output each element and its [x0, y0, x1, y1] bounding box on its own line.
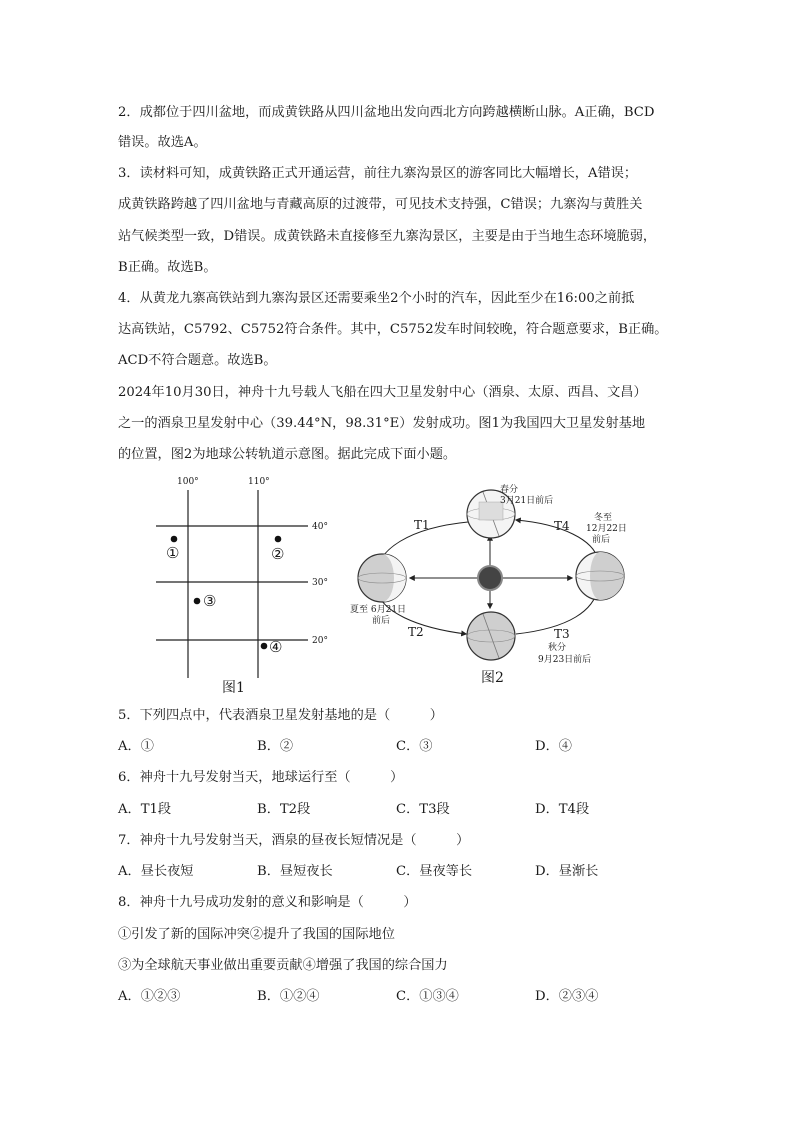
figure-1-grid-map	[150, 470, 340, 700]
paragraph-line: 成黄铁路跨越了四川盆地与青藏高原的过渡带，可见技术支持强，C错误；九寨沟与黄胜关	[118, 197, 643, 212]
longitude-label: 100°	[177, 477, 199, 487]
site-label-3: ③	[203, 592, 217, 610]
option-d[interactable]: D．④	[535, 739, 572, 754]
paragraph-line: 4．从黄龙九寨高铁站到九寨沟景区还需要乘坐2个小时的汽车，因此至少在16:00之前抵	[118, 291, 635, 306]
site-label-1: ①	[166, 544, 180, 562]
autumn-label: 秋分	[548, 643, 567, 653]
paragraph-line: 站气候类型一致，D错误。成黄铁路未直接修至九寨沟景区，主要是由于当地生态环境脆弱，	[118, 229, 657, 244]
option-c[interactable]: C．①③④	[396, 989, 459, 1004]
figure-2-caption: 图2	[481, 670, 504, 686]
summer-label: 夏至 6月21日	[350, 605, 407, 615]
site-label-2: ②	[271, 545, 285, 563]
orbit-label-t2: T2	[408, 625, 424, 639]
option-a[interactable]: A．①	[118, 739, 154, 754]
spring-label: 春分	[500, 485, 519, 495]
winter-label: 前后	[592, 535, 611, 545]
option-d[interactable]: D．②③④	[535, 989, 599, 1004]
option-a[interactable]: A．T1段	[118, 802, 172, 817]
paragraph-line: 错误。故选A。	[118, 135, 207, 150]
earth-autumn	[467, 612, 515, 660]
option-b[interactable]: B．昼短夜长	[257, 864, 333, 879]
option-c[interactable]: C．昼夜等长	[396, 864, 473, 879]
paragraph-line: 之一的酒泉卫星发射中心（39.44°N，98.31°E）发射成功。图1为我国四大卫星发射基地	[118, 416, 646, 431]
question-8-stem: 8．神舟十九号成功发射的意义和影响是（ ）	[118, 895, 417, 910]
question-5-stem: 5．下列四点中，代表酒泉卫星发射基地的是（ ）	[118, 708, 443, 723]
site-marker-1	[171, 536, 178, 543]
figure-1-caption: 图1	[222, 680, 245, 696]
option-c[interactable]: C．③	[396, 739, 433, 754]
orbit-label-t3: T3	[554, 627, 570, 641]
orbit-label-t4: T4	[554, 519, 570, 533]
winter-date: 12月22日	[586, 524, 627, 534]
question-8-statements: ①引发了新的国际冲突②提升了我国的国际地位	[118, 927, 395, 942]
option-b[interactable]: B．①②④	[257, 989, 320, 1004]
summer-label: 前后	[372, 616, 391, 626]
option-d[interactable]: D．T4段	[535, 802, 590, 817]
earth-winter	[576, 552, 624, 600]
option-b[interactable]: B．T2段	[257, 802, 311, 817]
spring-date: 3月21日前后	[500, 496, 554, 506]
option-d[interactable]: D．昼渐长	[535, 864, 599, 879]
site-marker-3	[194, 598, 201, 605]
sun	[478, 566, 502, 590]
paragraph-line: 3．读材料可知，成黄铁路正式开通运营，前往九寨沟景区的游客同比大幅增长，A错误；	[118, 166, 638, 181]
paragraph-line: 2024年10月30日，神舟十九号载人飞船在四大卫星发射中心（酒泉、太原、西昌、文昌）	[118, 385, 647, 400]
option-a[interactable]: A．①②③	[118, 989, 181, 1004]
question-8-statements: ③为全球航天事业做出重要贡献④增强了我国的综合国力	[118, 958, 448, 973]
option-c[interactable]: C．T3段	[396, 802, 450, 817]
figure-2-orbit-diagram	[348, 472, 638, 686]
autumn-date: 9月23日前后	[538, 655, 592, 665]
longitude-label: 110°	[248, 477, 270, 487]
question-6-stem: 6．神舟十九号发射当天，地球运行至（ ）	[118, 770, 404, 785]
paragraph-line: 的位置，图2为地球公转轨道示意图。据此完成下面小题。	[118, 447, 457, 462]
paragraph-line: 达高铁站，C5792、C5752符合条件。其中，C5752发车时间较晚，符合题意要求，B正确。	[118, 322, 668, 337]
earth-summer	[358, 554, 406, 602]
latitude-label: 20°	[312, 636, 328, 646]
paragraph-line: B正确。故选B。	[118, 260, 217, 275]
question-7-stem: 7．神舟十九号发射当天，酒泉的昼夜长短情况是（ ）	[118, 833, 470, 848]
paragraph-line: ACD不符合题意。故选B。	[118, 353, 277, 368]
option-b[interactable]: B．②	[257, 739, 294, 754]
option-a[interactable]: A．昼长夜短	[118, 864, 194, 879]
latitude-label: 40°	[312, 522, 328, 532]
latitude-label: 30°	[312, 578, 328, 588]
paragraph-line: 2．成都位于四川盆地，而成黄铁路从四川盆地出发向西北方向跨越横断山脉。A正确，BCD	[118, 105, 655, 120]
site-marker-2	[275, 536, 282, 543]
site-marker-4	[261, 643, 268, 650]
site-label-4: ④	[269, 638, 283, 656]
orbit-label-t1: T1	[414, 518, 430, 532]
winter-label: 冬至	[594, 513, 613, 523]
